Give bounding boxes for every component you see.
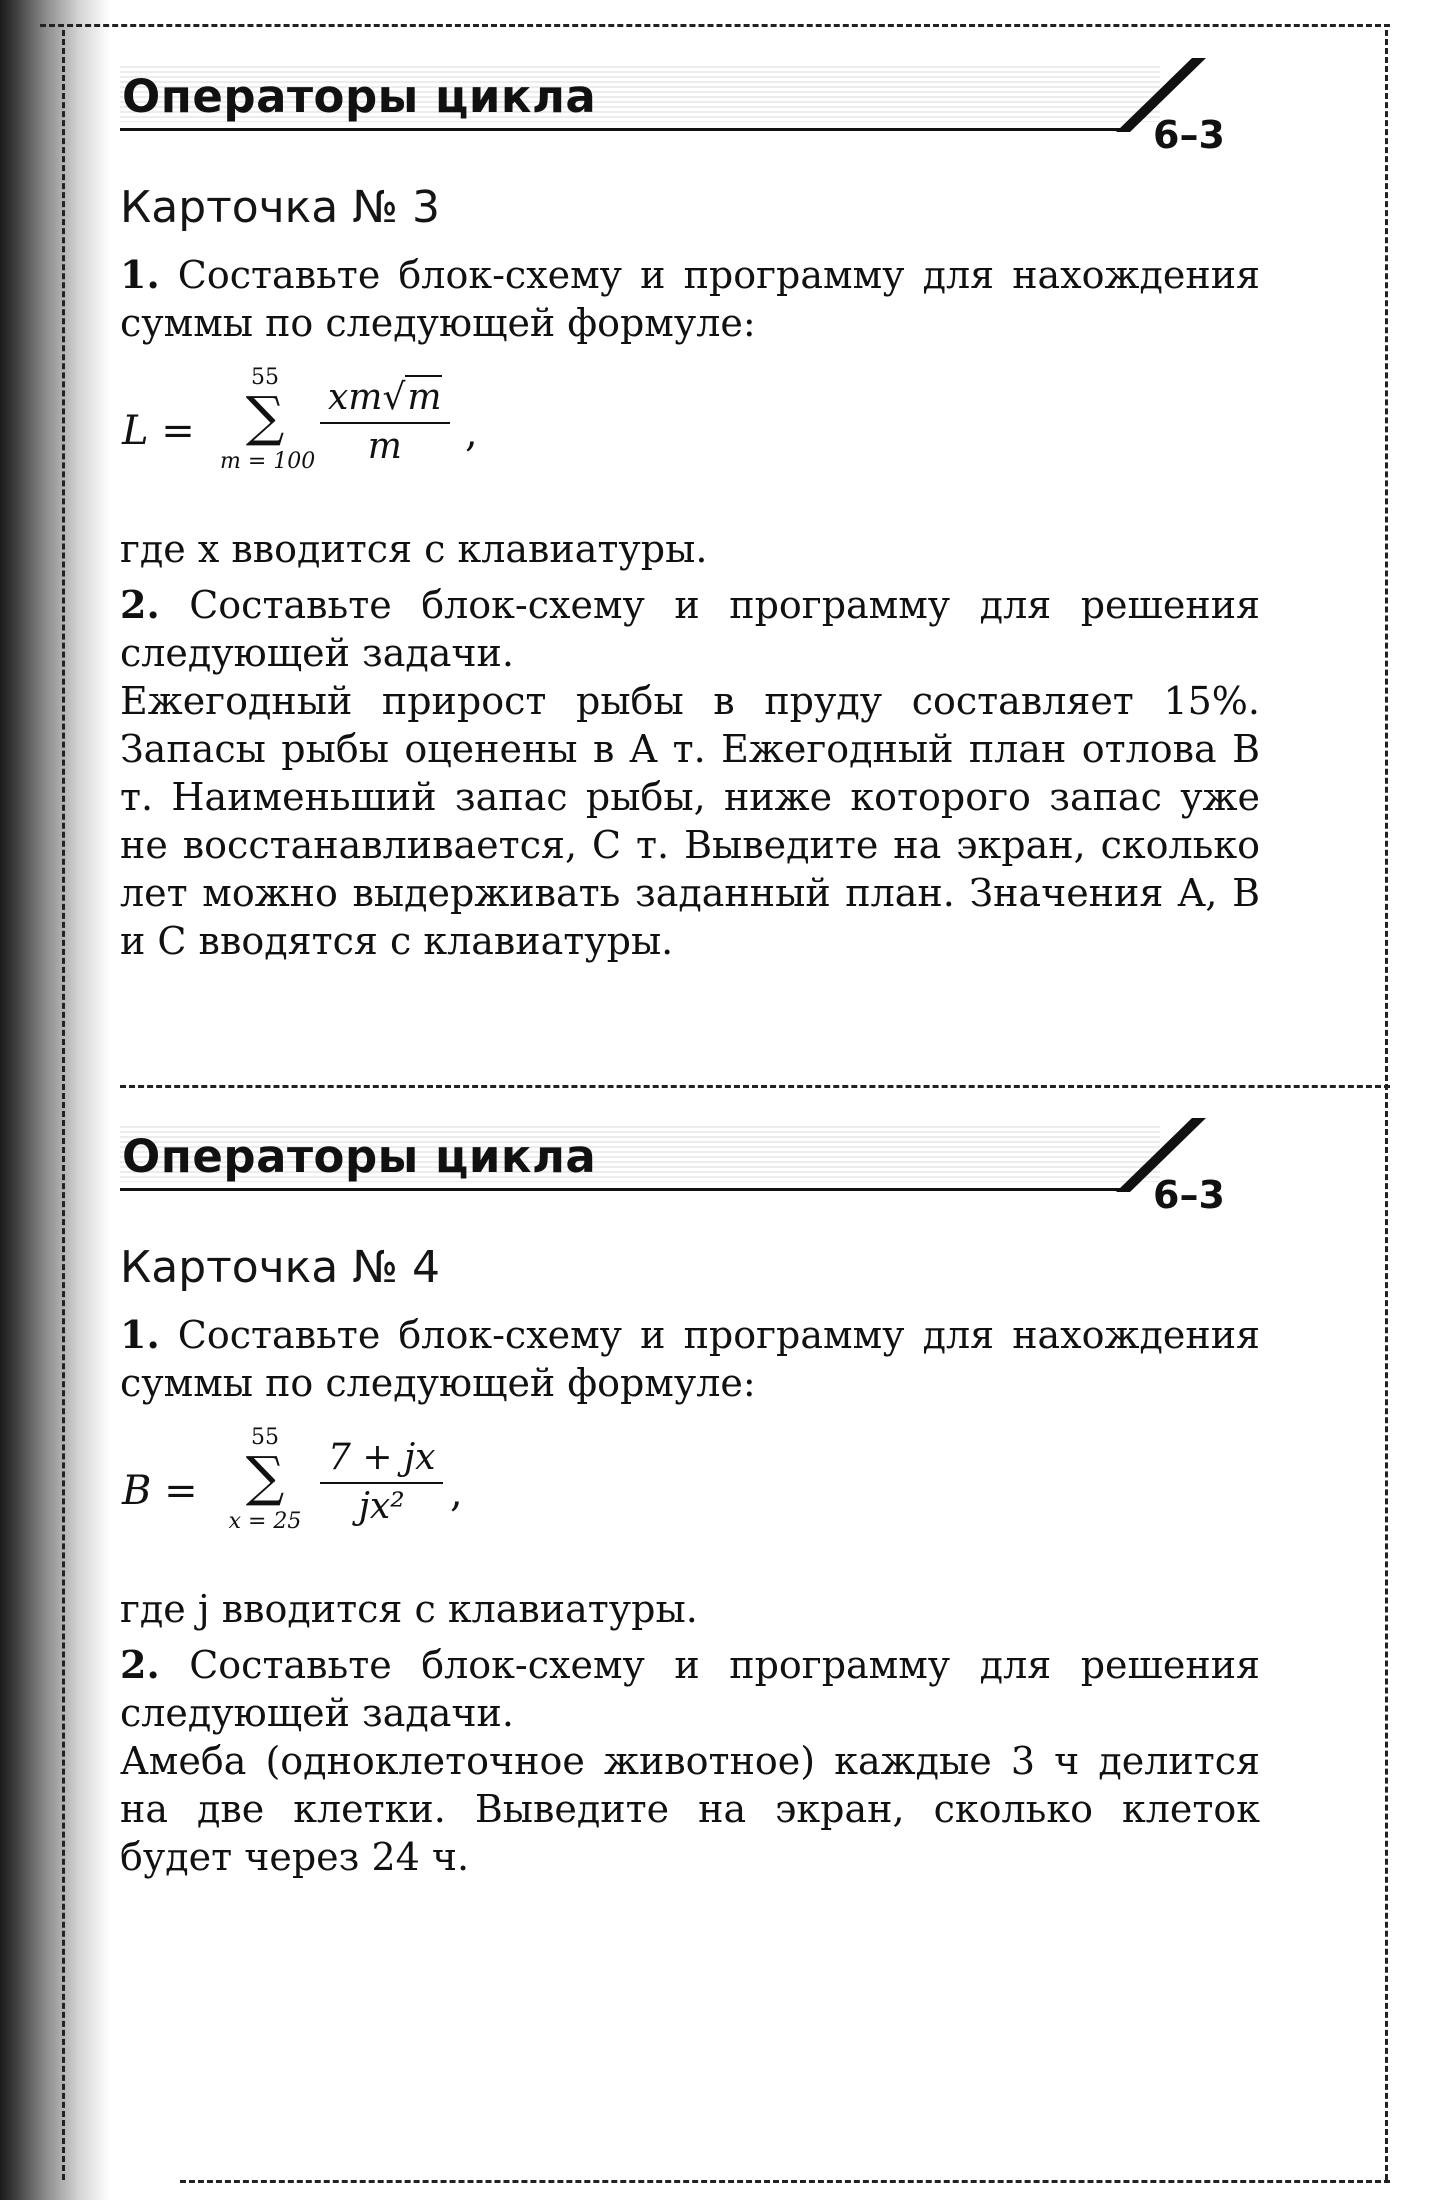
- task-2-text: Составьте блок-схему и программу для решения следующей задачи.: [120, 583, 1260, 675]
- task-2-number: 2.: [120, 582, 160, 627]
- card-number: Карточка № 4: [120, 1242, 440, 1293]
- formula-note: где x вводится с клавиатуры.: [120, 527, 708, 571]
- task-1-number: 1.: [120, 1312, 160, 1357]
- fraction-numerator: [320, 1437, 443, 1484]
- sum-formula: [120, 365, 1260, 515]
- task-1-text: Составьте блок-схему и программу для нахождения суммы по следующей формуле:: [120, 253, 1260, 345]
- task-2-text: Составьте блок-схему и программу для решения следующей задачи.: [120, 1643, 1260, 1735]
- task-2: [120, 1641, 1260, 1737]
- formula-lhs: B =: [122, 1468, 198, 1514]
- book-spine-shadow: [0, 0, 110, 2200]
- fraction-denominator: m: [367, 426, 402, 467]
- sum-lower-limit: m = 100: [220, 449, 316, 474]
- section-code: 6–3: [1153, 1173, 1225, 1217]
- card-4: [120, 1118, 1260, 1881]
- formula-note: где j вводится с клавиатуры.: [120, 1587, 698, 1631]
- task-2-number: 2.: [120, 1642, 160, 1687]
- task-1-text: Составьте блок-схему и программу для нахождения суммы по следующей формуле:: [120, 1313, 1260, 1405]
- sum-lower-limit: x = 25: [228, 1509, 302, 1534]
- fraction-numerator: [320, 377, 450, 424]
- cut-line-middle: [120, 1085, 1390, 1088]
- section-title: Операторы цикла: [122, 70, 597, 123]
- problem-text: Ежегодный прирост рыбы в пруду составляет 15%. Запасы рыбы оценены в A т. Ежегодный план отлова B т. Наименьший запас рыбы, ниже которого запас уже не восстанавливается, C т. Выведите на экран, сколько лет можно выдерживать заданный план. Значения A, B и C вводятся с клавиатуры.: [120, 679, 1260, 963]
- header-rule: [120, 128, 1130, 131]
- cut-line-left: [62, 30, 65, 2180]
- task-1-number: 1.: [120, 252, 160, 297]
- header-rule: [120, 1188, 1130, 1191]
- section-code: 6–3: [1153, 113, 1225, 157]
- task-1: [120, 251, 1260, 347]
- card-number: Карточка № 3: [120, 182, 440, 233]
- radicand: m: [407, 377, 442, 418]
- sum-upper-limit: 55: [251, 365, 279, 390]
- task-1: [120, 1311, 1260, 1407]
- fraction: [320, 1437, 443, 1527]
- fraction: [320, 377, 450, 467]
- numerator-prefix: 7 + jx: [328, 1437, 436, 1478]
- cut-line-top: [40, 24, 1390, 27]
- cut-line-right: [1385, 30, 1388, 2180]
- radical-sign: √: [382, 377, 406, 418]
- card-header: [120, 1118, 1260, 1228]
- numerator-prefix: xm: [328, 377, 383, 418]
- sum-upper-limit: 55: [251, 1425, 279, 1450]
- sigma-block: [220, 365, 316, 474]
- card-3: [120, 58, 1260, 965]
- formula-comma: ,: [450, 1470, 463, 1516]
- section-title: Операторы цикла: [122, 1130, 597, 1183]
- sigma-block: [220, 1425, 310, 1534]
- card-header: [120, 58, 1260, 168]
- sigma-symbol: ∑: [245, 1445, 285, 1508]
- formula-comma: ,: [465, 410, 478, 456]
- formula-lhs: L =: [122, 408, 195, 454]
- sigma-symbol: ∑: [245, 385, 285, 448]
- fraction-denominator: jx²: [358, 1486, 405, 1527]
- problem-text: Амеба (одноклеточное животное) каждые 3 ч делится на две клетки. Выведите на экран, сколько клеток будет через 24 ч.: [120, 1739, 1260, 1879]
- task-2: [120, 581, 1260, 677]
- sum-formula: [120, 1425, 1260, 1575]
- cut-line-bottom: [180, 2180, 1390, 2183]
